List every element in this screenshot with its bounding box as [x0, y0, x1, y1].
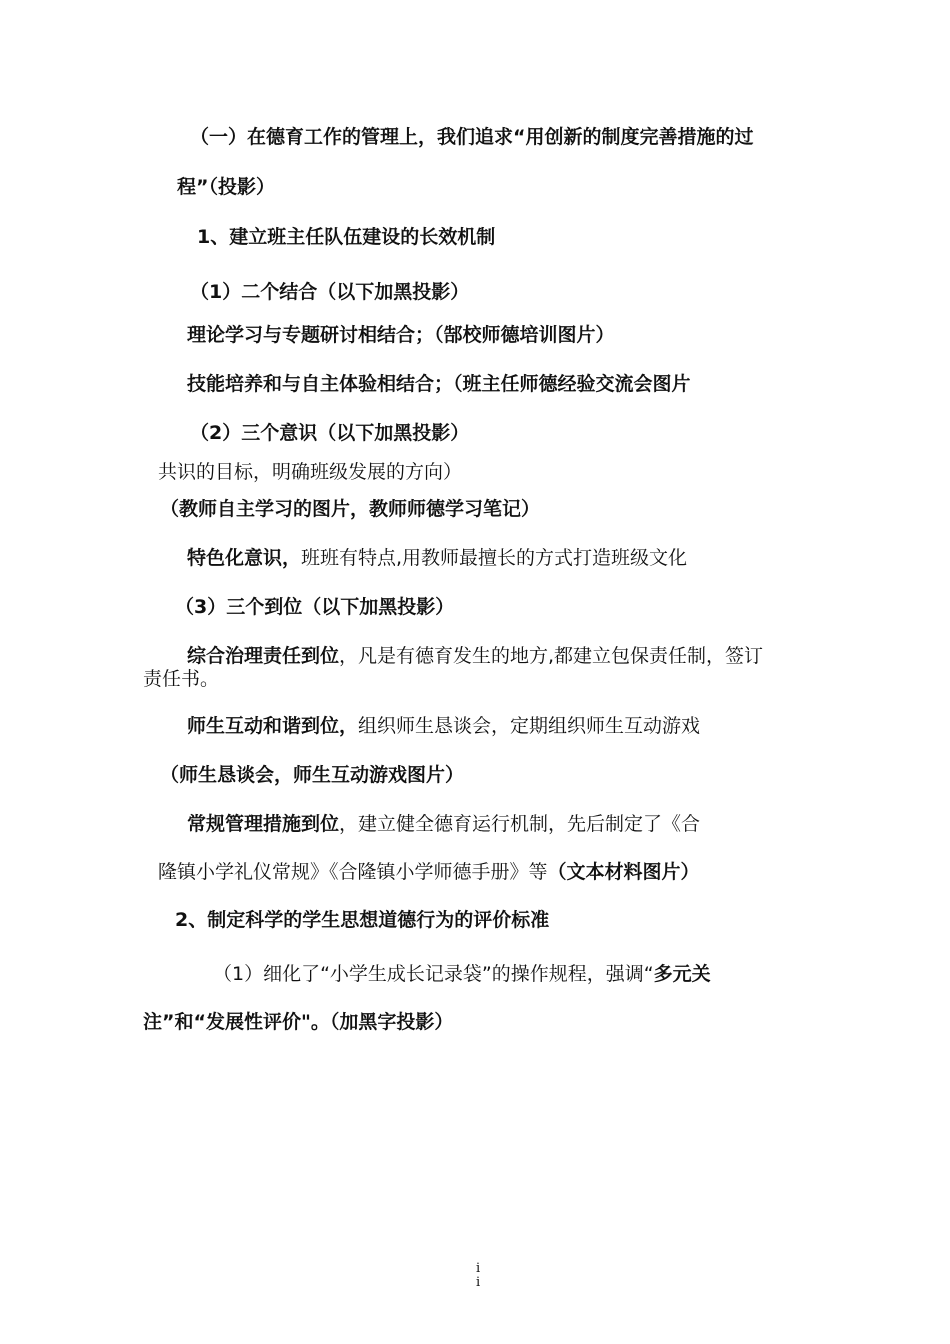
text-line-9 — [160, 497, 540, 521]
text-line-16 — [187, 812, 700, 836]
bold-text: （2）三个意识（以下加黑投影） — [190, 422, 470, 444]
bold-text: 程”（投影） — [177, 176, 275, 198]
regular-text: （1）细化了“小学生成长记录袋”的操作规程，强调“ — [213, 963, 654, 985]
footer-line-1: i — [476, 1261, 481, 1276]
bold-text: （1）二个结合（以下加黑投影） — [190, 281, 470, 303]
bold-text: 技能培养和与自主体验相结合；（班主任师德经验交流会图片 — [187, 373, 691, 395]
text-line-5 — [187, 323, 615, 347]
text-line-15 — [160, 763, 464, 787]
text-line-3 — [197, 225, 495, 249]
regular-text: 班班有特点,用教师最擅长的方式打造班级文化 — [301, 547, 688, 569]
text-line-1 — [190, 125, 754, 149]
text-line-8 — [158, 460, 462, 484]
bold-text: 师生互动和谐到位， — [187, 715, 359, 737]
text-line-7 — [190, 421, 469, 445]
bold-text: （3）三个到位（以下加黑投影） — [175, 596, 455, 618]
text-line-4 — [190, 280, 469, 304]
bold-text: （文本材料图片） — [547, 861, 700, 883]
regular-text: ，凡是有德育发生的地方,都建立包保责任制，签订 — [339, 645, 764, 667]
text-line-2 — [177, 175, 275, 199]
bold-text: （师生恳谈会，师生互动游戏图片） — [160, 764, 465, 786]
text-line-6 — [187, 372, 691, 396]
bold-text: 1、建立班主任队伍建设的长效机制 — [197, 226, 496, 248]
text-line-14 — [187, 714, 700, 738]
text-line-18 — [175, 908, 549, 932]
regular-text: 组织师生恳谈会，定期组织师生互动游戏 — [358, 715, 701, 737]
text-line-10 — [187, 546, 687, 570]
regular-text: 隆镇小学礼仪常规》《合隆镇小学师德手册》等 — [158, 861, 548, 883]
text-line-17 — [158, 860, 700, 884]
text-line-11 — [175, 595, 454, 619]
text-line-20 — [143, 1010, 453, 1034]
bold-text: 注”和“发展性评价"。（加黑字投影） — [143, 1011, 454, 1033]
bold-text: （一）在德育工作的管理上，我们追求“用创新的制度完善措施的过 — [190, 126, 754, 148]
text-line-13 — [143, 667, 219, 691]
bold-text: 常规管理措施到位 — [187, 813, 340, 835]
regular-text: 共识的目标，明确班级发展的方向） — [158, 461, 463, 483]
bold-text: （教师自主学习的图片，教师师德学习笔记） — [160, 498, 541, 520]
text-line-19 — [213, 962, 711, 986]
bold-text: 理论学习与专题研讨相结合；（郜校师德培训图片） — [187, 324, 615, 346]
regular-text: 责任书。 — [143, 668, 220, 690]
page-footer — [476, 1262, 480, 1290]
bold-text: 2、制定科学的学生思想道德行为的评价标准 — [175, 909, 550, 931]
bold-text: 特色化意识， — [187, 547, 302, 569]
regular-text: ，建立健全德育运行机制，先后制定了《合 — [339, 813, 701, 835]
bold-text: 多元关 — [653, 963, 711, 985]
footer-line-2: i — [476, 1275, 481, 1290]
bold-text: 综合治理责任到位 — [187, 645, 340, 667]
text-line-12 — [187, 644, 763, 668]
